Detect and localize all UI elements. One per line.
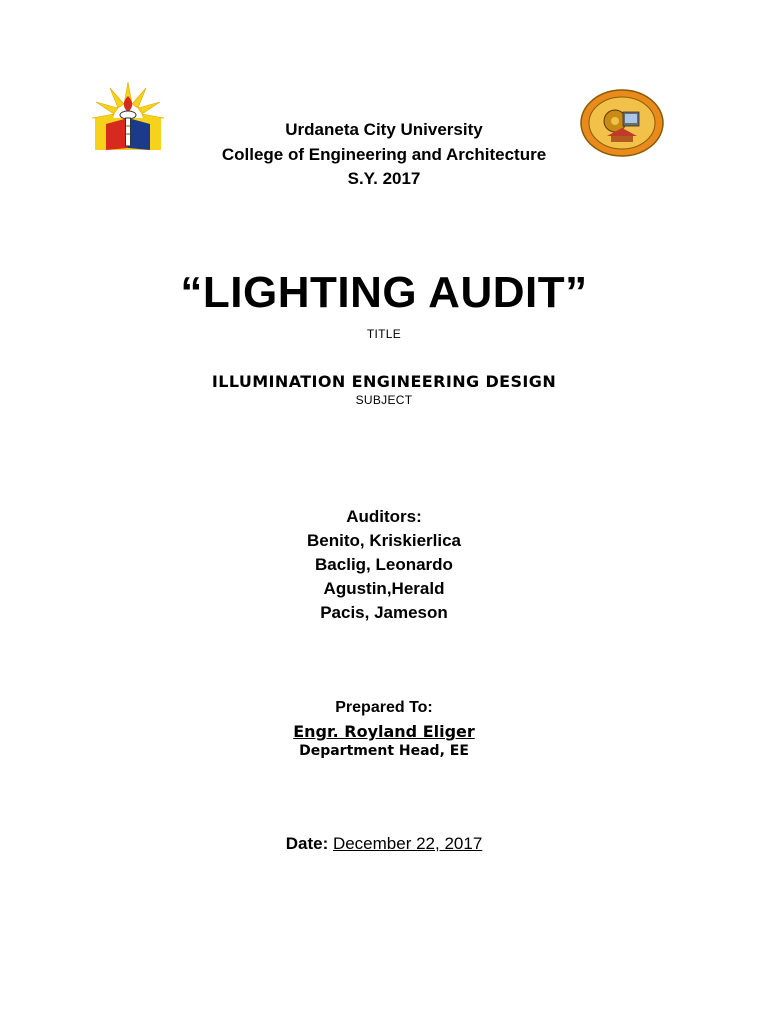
document-title: “LIGHTING AUDIT” bbox=[180, 268, 588, 317]
school-year: S.Y. 2017 bbox=[347, 169, 421, 188]
college-name: College of Engineering and Architecture bbox=[221, 145, 547, 164]
recipient-position: Department Head, EE bbox=[299, 743, 469, 759]
auditors-heading: Auditors: bbox=[346, 507, 422, 526]
prepared-to-heading: Prepared To: bbox=[335, 699, 433, 716]
subject-label: SUBJECT bbox=[355, 393, 413, 407]
date-line bbox=[0, 834, 768, 854]
title-label: TITLE bbox=[366, 327, 402, 341]
auditor-name: Agustin,Herald bbox=[323, 579, 445, 598]
auditor-name: Benito, Kriskierlica bbox=[306, 531, 461, 550]
date-label: Date: bbox=[285, 834, 333, 853]
university-logo bbox=[90, 78, 166, 154]
recipient-name: Engr. Royland Eliger bbox=[293, 722, 475, 741]
date-value: December 22, 2017 bbox=[332, 834, 483, 853]
subject-name: ILLUMINATION ENGINEERING DESIGN bbox=[211, 372, 557, 391]
recipient-name-wrapper bbox=[0, 722, 768, 741]
auditor-name: Pacis, Jameson bbox=[320, 603, 448, 622]
auditor-name: Baclig, Leonardo bbox=[315, 555, 453, 574]
university-name: Urdaneta City University bbox=[285, 120, 483, 139]
